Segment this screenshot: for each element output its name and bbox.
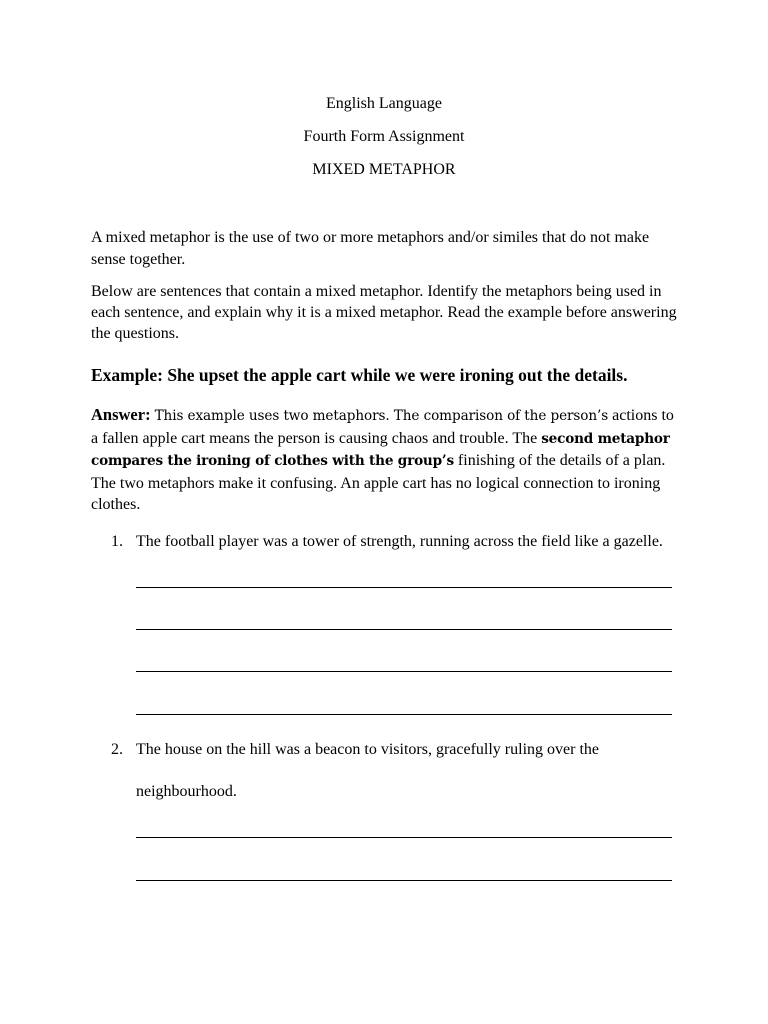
answer-text-part4: finishing of the details of a plan. The two metaphors make it confusing. An apple cart has no logical connection to ironing clothes. bbox=[91, 452, 666, 513]
question-1-answer-line-4[interactable] bbox=[136, 714, 672, 715]
answer-text-part1: This example uses two metaphors. The comparison of the person’s bbox=[154, 408, 609, 424]
question-1-text: The football player was a tower of strength, running across the field like a gazelle. bbox=[136, 533, 663, 550]
instructions-paragraph: Below are sentences that contain a mixed metaphor. Identify the metaphors being used in each sentence, and explain why it is a mixed metaphor. Read the example before answering the questions. bbox=[91, 283, 677, 342]
example-sentence: Example: She upset the apple cart while we were ironing out the details. bbox=[91, 365, 628, 385]
question-2-number: 2. bbox=[111, 741, 123, 758]
topic-heading: MIXED METAPHOR bbox=[312, 161, 456, 178]
example-answer bbox=[91, 404, 681, 516]
question-2-answer-line-1[interactable] bbox=[136, 837, 672, 838]
question-1-answer-line-1[interactable] bbox=[136, 587, 672, 588]
question-2-text-line-1: The house on the hill was a beacon to visitors, gracefully ruling over the bbox=[136, 741, 599, 758]
answer-label: Answer: bbox=[91, 405, 151, 424]
question-1-answer-line-3[interactable] bbox=[136, 671, 672, 672]
question-1-answer-line-2[interactable] bbox=[136, 629, 672, 630]
definition-paragraph: A mixed metaphor is the use of two or more metaphors and/or similes that do not make sense together. bbox=[91, 229, 650, 268]
answer-text-part3: second metaphor compares the ironing of clothes with the group’s bbox=[91, 430, 670, 469]
question-2-answer-line-2[interactable] bbox=[136, 880, 672, 881]
answer-text-part2: actions to a fallen apple cart means the person is causing chaos and trouble. The bbox=[91, 407, 674, 447]
question-1-number: 1. bbox=[111, 533, 123, 550]
form-heading: Fourth Form Assignment bbox=[303, 128, 465, 145]
subject-heading: English Language bbox=[326, 95, 442, 112]
question-2-text-line-2: neighbourhood. bbox=[136, 783, 237, 800]
